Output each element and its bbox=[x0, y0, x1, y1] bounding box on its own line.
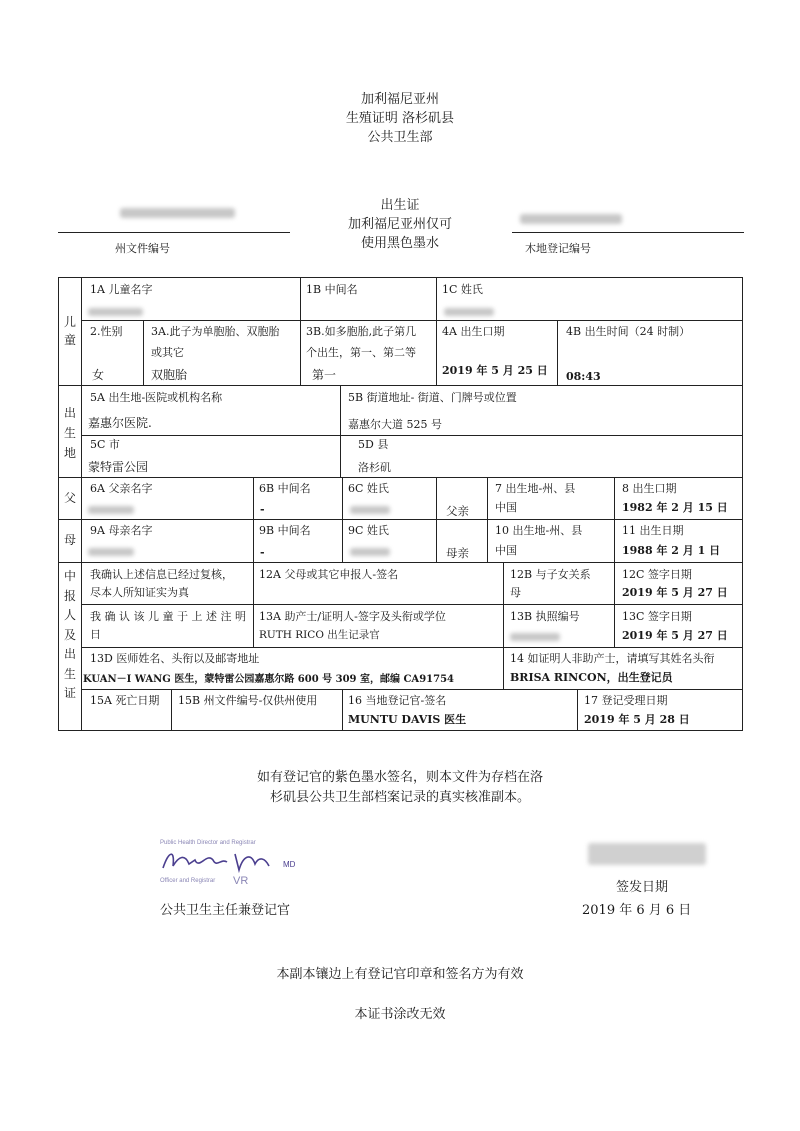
field-15a-label: 15A 死亡日期 bbox=[90, 694, 160, 707]
field-8-label: 8 出生口期 bbox=[622, 482, 677, 495]
field-12c-label: 12C 签字日期 bbox=[622, 568, 692, 581]
side-label-mother: 母 bbox=[63, 533, 76, 547]
col-divider bbox=[503, 562, 504, 647]
col-divider bbox=[342, 689, 343, 731]
field-16-label: 16 当地登记官-签名 bbox=[348, 694, 447, 707]
signature-md-mark: MD bbox=[283, 860, 296, 869]
header-department: 公共卫生部 bbox=[367, 130, 433, 145]
col-divider bbox=[300, 277, 301, 320]
field-2-value: 女 bbox=[92, 368, 105, 382]
field-12b-value: 母 bbox=[510, 586, 521, 599]
row-divider bbox=[58, 477, 743, 478]
field-5d-label: 5D 县 bbox=[358, 438, 389, 451]
field-1b-label: 1B 中间名 bbox=[306, 283, 358, 296]
field-12c-value: 2019 年 5 月 27 日 bbox=[622, 586, 728, 599]
field-13b-label: 13B 执照编号 bbox=[510, 610, 580, 623]
col-divider bbox=[171, 689, 172, 731]
signature-stamp-text-2: Officer and Registrar bbox=[160, 878, 216, 884]
field-9c-label: 9C 姓氏 bbox=[348, 524, 389, 537]
col-divider bbox=[436, 477, 437, 562]
col-divider bbox=[340, 385, 341, 477]
field-15b-label: 15B 州文件编号-仅供州使用 bbox=[178, 694, 318, 707]
field-5c-label: 5C 市 bbox=[90, 438, 120, 451]
field-12a-label: 12A 父母或其它申报人-签名 bbox=[259, 568, 399, 581]
row-divider bbox=[58, 385, 743, 386]
certified-copy-line2: 杉矶县公共卫生部档案记录的真实核准副本。 bbox=[269, 790, 530, 805]
redacted-child-first-name bbox=[88, 308, 143, 316]
field-2-label: 2.性别 bbox=[90, 325, 123, 338]
field-7-label: 7 出生地-州、县 bbox=[495, 482, 576, 495]
col-divider bbox=[503, 647, 504, 689]
redacted-local-registration bbox=[520, 214, 622, 224]
col-divider bbox=[614, 477, 615, 562]
row-divider bbox=[81, 647, 743, 648]
registrar-title: 公共卫生主任兼登记官 bbox=[160, 903, 291, 918]
field-16-value: MUNTU DAVIS 医生 bbox=[348, 713, 467, 726]
field-5d-value: 洛杉矶 bbox=[358, 461, 391, 474]
issue-date-value: 2019 年 6 月 6 日 bbox=[582, 903, 692, 918]
field-3b-label-line1: 3B.如多胞胎,此子第几 bbox=[306, 325, 417, 338]
certified-copy-statement bbox=[0, 768, 800, 808]
col-divider bbox=[436, 320, 437, 385]
redacted-father-first-name bbox=[88, 506, 134, 514]
field-13d-value: KUAN－I WANG 医生，蒙特雷公园嘉惠尔路 600 号 309 室，邮编 CA91754 bbox=[83, 674, 454, 685]
certification-statement-1-line1: 我确认上述信息已经过复核， bbox=[90, 568, 233, 581]
mother-role-label: 母亲 bbox=[446, 546, 469, 560]
col-divider bbox=[253, 477, 254, 562]
row-divider bbox=[81, 689, 743, 690]
side-label-informant: 中报人及出生证 bbox=[63, 569, 76, 700]
state-file-underline bbox=[58, 232, 290, 233]
field-6b-label: 6B 中间名 bbox=[259, 482, 311, 495]
field-13c-value: 2019 年 5 月 27 日 bbox=[622, 629, 728, 642]
field-9b-value: - bbox=[260, 546, 265, 559]
field-17-value: 2019 年 5 月 28 日 bbox=[584, 713, 690, 726]
redacted-state-file-number bbox=[120, 208, 235, 218]
field-5b-label: 5B 街道地址- 街道、门牌号或位置 bbox=[348, 391, 517, 404]
title-main: 出生证 bbox=[380, 198, 420, 213]
field-13d-label: 13D 医师姓名、头衔以及邮寄地址 bbox=[90, 652, 260, 665]
registrar-signature bbox=[155, 840, 315, 890]
validity-notice: 本副本镶边上有登记官印章和签名方为有效 bbox=[276, 967, 524, 982]
field-5b-value: 嘉惠尔大道 525 号 bbox=[348, 418, 442, 431]
col-divider bbox=[487, 477, 488, 562]
title-ink-note: 使用黑色墨水 bbox=[360, 236, 439, 251]
redacted-child-last-name bbox=[444, 308, 494, 316]
field-11-value: 1988 年 2 月 1 日 bbox=[622, 544, 721, 557]
state-file-label: 州文件编号 bbox=[115, 242, 170, 255]
field-13a-value: RUTH RICO 出生记录官 bbox=[259, 629, 380, 641]
father-role-label: 父亲 bbox=[446, 504, 469, 518]
col-divider bbox=[300, 320, 301, 385]
col-divider bbox=[342, 477, 343, 562]
field-1a-label: 1A 儿童名字 bbox=[90, 283, 153, 296]
field-3a-value: 双胞胎 bbox=[151, 368, 188, 382]
alteration-notice: 本证书涂改无效 bbox=[354, 1007, 446, 1022]
field-5a-label: 5A 出生地-医院或机构名称 bbox=[90, 391, 223, 404]
field-4b-value: 08:43 bbox=[566, 370, 601, 383]
issue-date-label: 签发日期 bbox=[616, 880, 669, 895]
field-6b-value: - bbox=[260, 503, 265, 516]
col-divider bbox=[143, 320, 144, 385]
field-4a-label: 4A 出生口期 bbox=[442, 325, 505, 338]
field-3a-label-line2: 或其它 bbox=[151, 346, 184, 359]
field-3b-label-line2: 个出生，第一、第二等 bbox=[306, 346, 416, 359]
side-label-birthplace: 出生地 bbox=[63, 406, 76, 460]
field-13a-label: 13A 助产士/证明人-签字及头衔或学位 bbox=[259, 610, 446, 623]
field-6a-label: 6A 父亲名字 bbox=[90, 482, 153, 495]
certification-statement-2-line1: 我 确 认 该 儿 童 于 上 述 注 明 bbox=[90, 610, 246, 623]
field-3a-label-line1: 3A.此子为单胞胎、双胞胎 bbox=[151, 325, 280, 338]
row-divider bbox=[81, 604, 743, 605]
col-divider bbox=[253, 562, 254, 647]
field-8-value: 1982 年 2 月 15 日 bbox=[622, 501, 728, 514]
redacted-mother-last-name bbox=[350, 548, 390, 556]
document-header bbox=[0, 90, 800, 147]
title-state-only: 加利福尼亚州仅可 bbox=[347, 217, 452, 232]
field-4a-value: 2019 年 5 月 25 日 bbox=[442, 364, 548, 377]
field-11-label: 11 出生日期 bbox=[622, 524, 684, 537]
redacted-license-number bbox=[510, 633, 560, 641]
field-9a-label: 9A 母亲名字 bbox=[90, 524, 153, 537]
field-14-value: BRISA RINCON，出生登记员 bbox=[510, 671, 673, 684]
header-state: 加利福尼亚州 bbox=[360, 92, 439, 107]
local-reg-underline bbox=[512, 232, 744, 233]
col-divider bbox=[557, 320, 558, 385]
field-4b-label: 4B 出生时间（24 时制） bbox=[566, 325, 691, 338]
field-5a-value: 嘉惠尔医院. bbox=[88, 416, 152, 430]
field-5c-value: 蒙特雷公园 bbox=[88, 460, 149, 474]
row-divider bbox=[58, 562, 743, 563]
signature-vr-mark: VR bbox=[233, 875, 249, 887]
field-1c-label: 1C 姓氏 bbox=[442, 283, 483, 296]
row-divider bbox=[81, 320, 743, 321]
field-10-label: 10 出生地-州、县 bbox=[495, 524, 583, 537]
field-10-value: 中国 bbox=[495, 544, 517, 557]
row-divider bbox=[58, 519, 743, 520]
col-divider bbox=[436, 277, 437, 320]
certified-copy-line1: 如有登记官的紫色墨水签名，则本文件为存档在洛 bbox=[256, 770, 543, 785]
col-divider bbox=[614, 562, 615, 647]
field-17-label: 17 登记受理日期 bbox=[584, 694, 668, 707]
header-subtitle: 生殖证明 洛杉矶县 bbox=[345, 111, 455, 126]
field-13c-label: 13C 签字日期 bbox=[622, 610, 692, 623]
certification-statement-1-line2: 尽本人所知证实为真 bbox=[90, 586, 189, 599]
col-divider bbox=[577, 689, 578, 731]
redacted-mother-first-name bbox=[88, 548, 134, 556]
field-12b-label: 12B 与子女关系 bbox=[510, 568, 591, 581]
side-column-divider bbox=[81, 277, 82, 731]
field-3b-value: 第一 bbox=[312, 368, 337, 382]
field-6c-label: 6C 姓氏 bbox=[348, 482, 389, 495]
certification-statement-2-line2: 日 bbox=[90, 628, 101, 641]
redacted-seal bbox=[588, 843, 706, 865]
redacted-father-last-name bbox=[350, 506, 390, 514]
signature-stamp-text: Public Health Director and Registrar bbox=[160, 840, 256, 846]
row-divider bbox=[81, 435, 743, 436]
field-7-value: 中国 bbox=[495, 501, 517, 514]
side-label-child: 儿童 bbox=[63, 315, 76, 347]
field-9b-label: 9B 中间名 bbox=[259, 524, 311, 537]
local-reg-label: 木地登记编号 bbox=[525, 242, 591, 255]
field-14-label: 14 如证明人非助产士，请填写其姓名头衔 bbox=[510, 652, 715, 665]
side-label-father: 父 bbox=[63, 491, 76, 505]
